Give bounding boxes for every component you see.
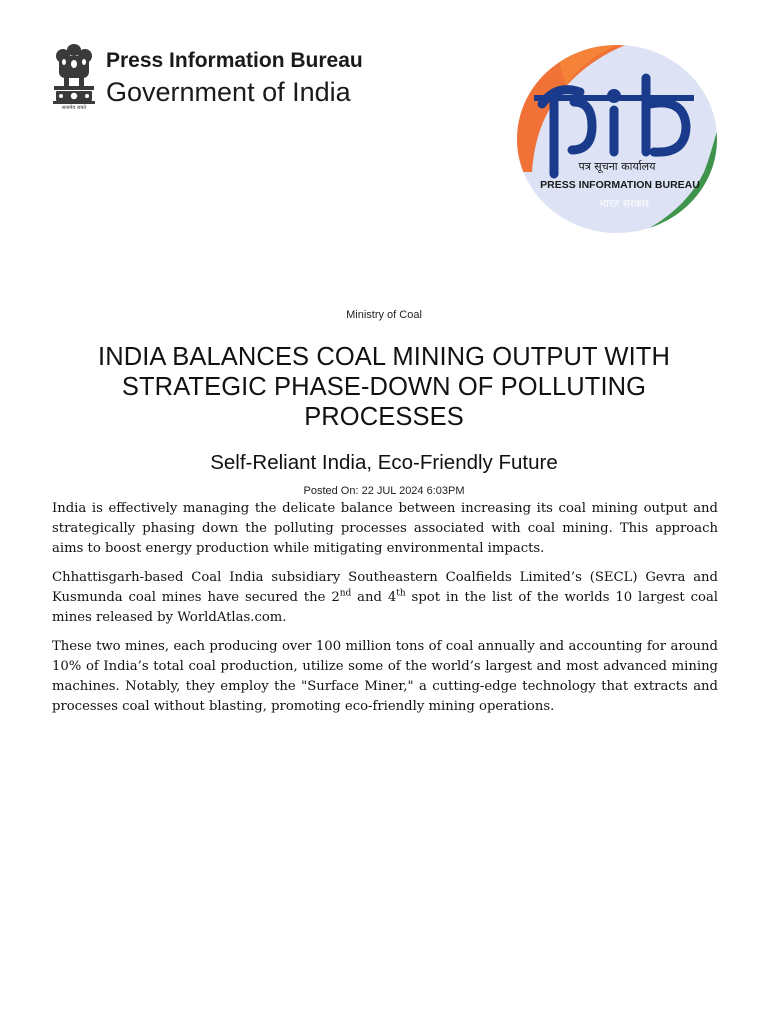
logo-hindi-name: पत्र सूचना कार्यालय (578, 160, 656, 173)
paragraph-3: These two mines, each producing over 100 million tons of coal annually and accounting for around 10% of India’s total coal production, utilize some of the world’s largest and most advanced mining machines. Notably, they employ the "Surface Miner," a cutting-edge technology that extracts and processes coal without blasting, promoting eco-friendly mining operations. (52, 639, 718, 714)
page-subtitle: Self-Reliant India, Eco-Friendly Future (210, 451, 558, 474)
posted-date: Posted On: 22 JUL 2024 6:03PM (303, 485, 465, 497)
paragraph-2 (52, 568, 718, 628)
government-name: Government of India (106, 77, 351, 107)
paragraph-2-text-c: spot in the list of the worlds 10 largest coal mines released by WorldAtlas.com. (52, 590, 719, 625)
paragraph-2-text-a: Chhattisgarh-based Coal India subsidiary Southeastern Coalfields Limited’s (SECL) Gevra and Kusmunda coal mines have secured the 2 (52, 570, 718, 605)
logo-english-name: PRESS INFORMATION BUREAU (540, 179, 700, 191)
ministry-label: Ministry of Coal (346, 309, 422, 321)
paragraph-1: India is effectively managing the delicate balance between increasing its coal mining output and strategically phasing down the polluting processes associated with coal mining. This approach aims to boost energy production while mitigating environmental impacts. (52, 501, 718, 556)
superscript-th: th (396, 588, 406, 599)
article-body (52, 499, 718, 726)
pib-header (52, 42, 392, 118)
logo-hindi-gov: भारत सरकार (598, 198, 650, 210)
page-title: INDIA BALANCES COAL MINING OUTPUT WITH STRATEGIC PHASE-DOWN OF POLLUTING PROCESSES (98, 343, 670, 431)
emblem-motto: सत्यमेव जयते (61, 105, 87, 111)
paragraph-2-text-b: and 4 (351, 590, 397, 605)
org-name: Press Information Bureau (106, 49, 363, 72)
superscript-nd: nd (339, 588, 352, 599)
pib-logo (514, 42, 720, 236)
